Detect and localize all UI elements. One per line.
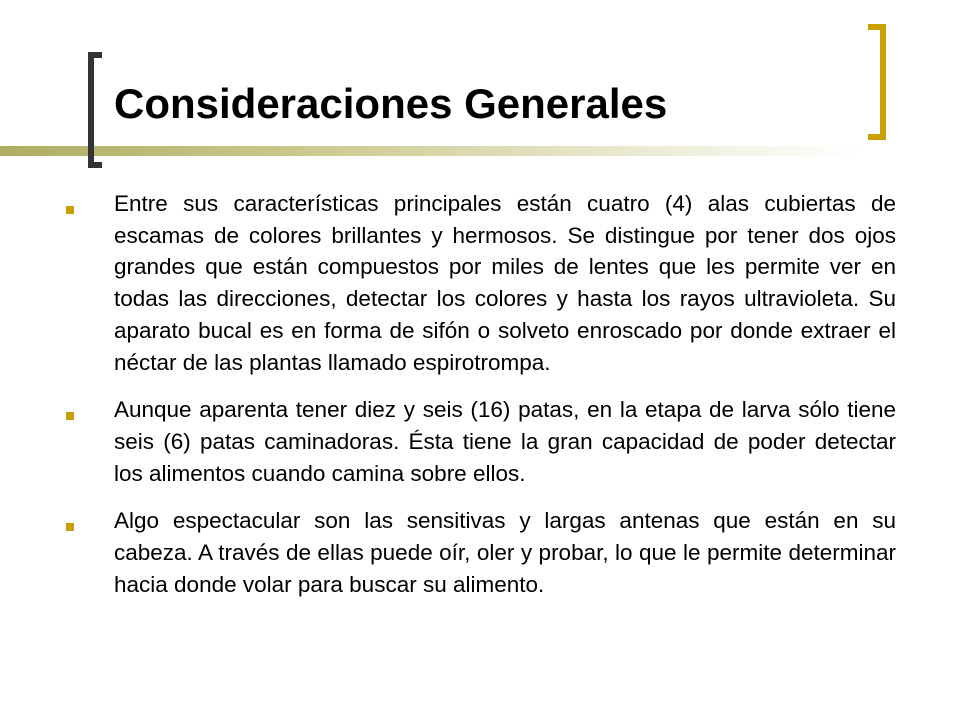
bullet-item [62, 505, 896, 600]
bullet-text: Aunque aparenta tener diez y seis (16) patas, en la etapa de larva sólo tiene seis (6) patas caminadoras. Ésta tiene la gran capacidad de poder detectar los alimentos cuando camina sobre ellos. [114, 397, 896, 486]
right-bracket-decoration [868, 24, 886, 140]
square-bullet-icon [66, 206, 74, 214]
bullet-list [62, 188, 896, 616]
left-bracket-decoration [88, 52, 102, 168]
bullet-item [62, 188, 896, 378]
title-underline-gradient [0, 146, 862, 156]
bullet-text: Entre sus características principales están cuatro (4) alas cubiertas de escamas de colores brillantes y hermosos. Se distingue por tener dos ojos grandes que están compuestos por miles de lentes que les permite ver en todas las direcciones, detectar los colores y hasta los rayos ultravioleta. Su aparato bucal es en forma de sifón o solveto enroscado por donde extraer el néctar de las plantas llamado espirotrompa. [114, 191, 896, 375]
square-bullet-icon [66, 412, 74, 420]
square-bullet-icon [66, 523, 74, 531]
slide-title: Consideraciones Generales [114, 80, 668, 127]
bullet-item [62, 394, 896, 489]
bullet-text: Algo espectacular son las sensitivas y largas antenas que están en su cabeza. A través de ellas puede oír, oler y probar, lo que le permite determinar hacia donde volar para buscar su alimento. [114, 508, 896, 597]
